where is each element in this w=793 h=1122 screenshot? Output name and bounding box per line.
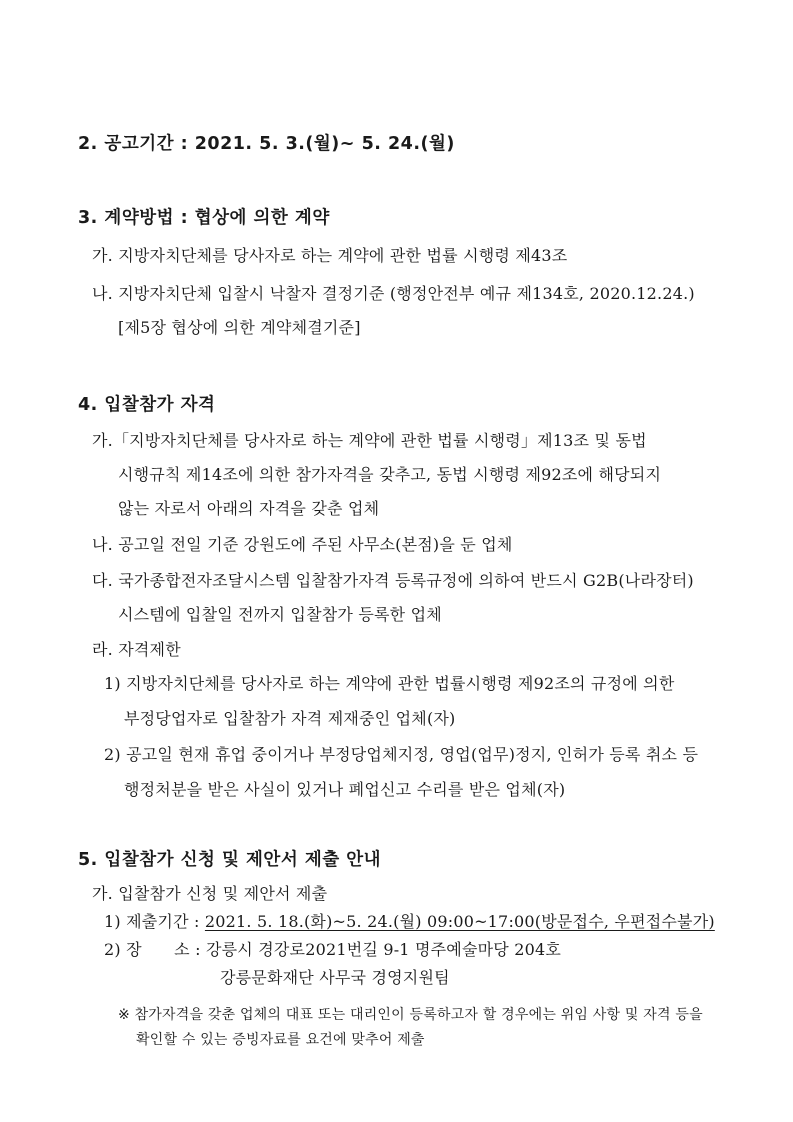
section-5-location-line2: 강릉문화재단 사무국 경영지원팀 [220, 968, 450, 987]
submission-period-label: 1) 제출기간 : [104, 912, 205, 931]
notice-line2: 확인할 수 있는 증빙자료를 요건에 맞추어 제출 [136, 1032, 425, 1048]
notice-line1: ※ 참가자격을 갖춘 업체의 대표 또는 대리인이 등록하고자 할 경우에는 위임 사항 및 자격 등을 [118, 1007, 703, 1023]
section-4-item-ga-line2: 시행규칙 제14조에 의한 참가자격을 갖추고, 동법 시행령 제92조에 해당되지 [118, 465, 662, 484]
section-5-heading: 5. 입찰참가 신청 및 제안서 제출 안내 [78, 850, 382, 870]
section-3-item-ga: 가. 지방자치단체를 당사자로 하는 계약에 관한 법률 시행령 제43조 [92, 246, 568, 265]
section-5-item-ga: 가. 입찰참가 신청 및 제안서 제출 [92, 884, 328, 903]
section-5-location-line1: 2) 장 소 : 강릉시 경강로2021번길 9-1 명주예술마당 204호 [104, 940, 561, 959]
section-4-item-da-line1: 다. 국가종합전자조달시스템 입찰참가자격 등록규정에 의하여 반드시 G2B(나라장터) [92, 571, 694, 590]
section-4-ra-2-line2: 행정처분을 받은 사실이 있거나 폐업신고 수리를 받은 업체(자) [124, 780, 566, 799]
submission-period-value: 2021. 5. 18.(화)~5. 24.(월) 09:00~17:00(방문접수, 우편접수불가) [204, 912, 715, 931]
section-4-ra-2-line1: 2) 공고일 현재 휴업 중이거나 부정당업체지정, 영업(업무)정지, 인허가 등록 취소 등 [104, 745, 699, 764]
section-4-item-da-line2: 시스템에 입찰일 전까지 입찰참가 등록한 업체 [118, 605, 442, 624]
section-4-item-na: 나. 공고일 전일 기준 강원도에 주된 사무소(본점)을 둔 업체 [92, 535, 513, 554]
section-3-item-na-sub: [제5장 협상에 의한 계약체결기준] [118, 318, 361, 337]
section-4-item-ga-line1: 가.「지방자치단체를 당사자로 하는 계약에 관한 법률 시행령」제13조 및 동법 [92, 431, 647, 450]
section-5-submission-period [104, 912, 715, 932]
section-4-heading: 4. 입찰참가 자격 [78, 395, 216, 415]
section-3-heading: 3. 계약방법 : 협상에 의한 계약 [78, 208, 330, 228]
section-3-item-na: 나. 지방자치단체 입찰시 낙찰자 결정기준 (행정안전부 예규 제134호, 2020.12.24.) [92, 284, 695, 303]
section-4-ra-1-line2: 부정당업자로 입찰참가 자격 제재중인 업체(자) [124, 709, 456, 728]
section-2-heading: 2. 공고기간 : 2021. 5. 3.(월)~ 5. 24.(월) [78, 134, 455, 154]
section-4-ra-1-line1: 1) 지방자치단체를 당사자로 하는 계약에 관한 법률시행령 제92조의 규정에 의한 [104, 674, 675, 693]
section-4-item-ga-line3: 않는 자로서 아래의 자격을 갖춘 업체 [118, 499, 380, 518]
section-4-item-ra: 라. 자격제한 [92, 640, 181, 659]
